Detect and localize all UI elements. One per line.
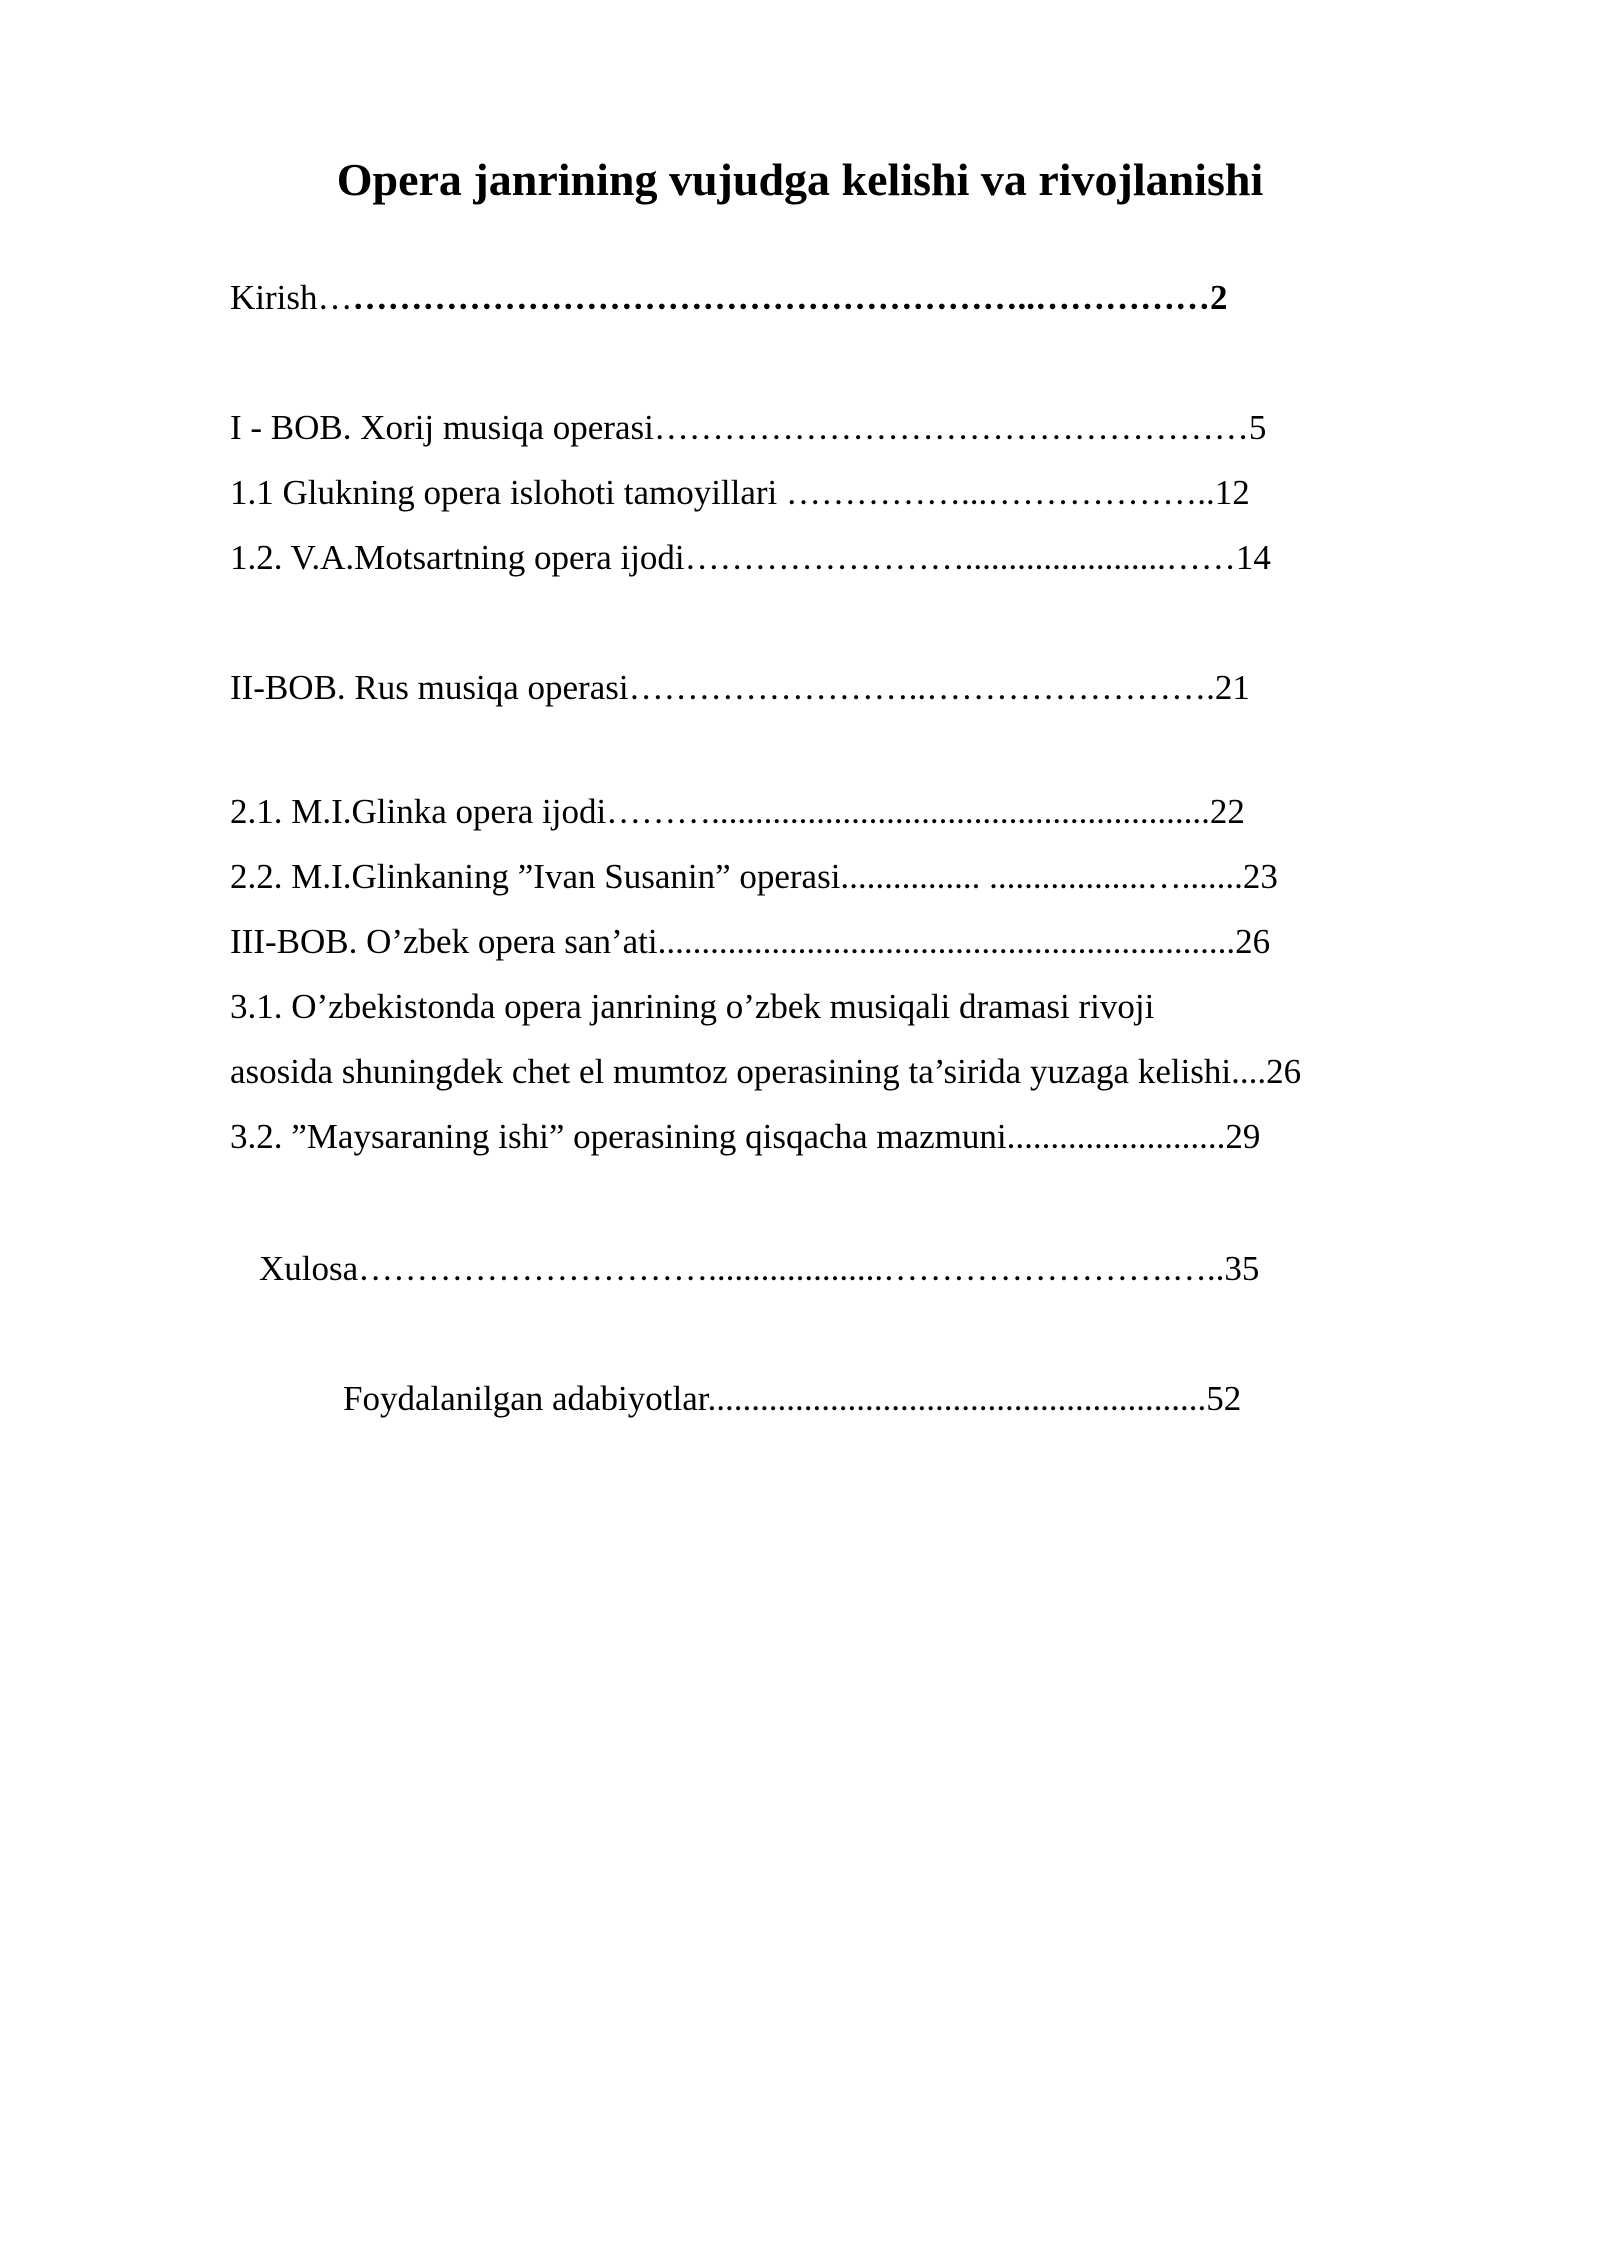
toc-entry-3-1-line-2: asosida shuningdek chet el mumtoz operasining ta’sirida yuzaga kelishi....26 [230,1052,1302,1091]
toc-entry-kirish [230,274,1228,322]
toc-entry-3-2: 3.2. ”Maysaraning ishi” operasining qisqacha mazmuni.........................29 [230,1117,1261,1156]
toc-entry-page: 2 [1210,278,1228,317]
toc-entry-bob-3: III-BOB. O’zbek opera san’ati..................................................................26 [230,922,1271,961]
toc-entry-leader: …………………………………………………..…………… [352,278,1210,317]
toc-entry-label: Kirish… [230,278,353,317]
toc-entry-1-1: 1.1 Glukning opera islohoti tamoyillari ……………...………………..12 [230,473,1250,512]
toc-entry-adabiyotlar: Foydalanilgan adabiyotlar.........................................................52 [343,1379,1242,1418]
toc-entry-bob-2: II-BOB. Rus musiqa operasi……………………..…………………….21 [230,668,1250,707]
toc-entry-3-1-line-1: 3.1. O’zbekistonda opera janrining o’zbek musiqali dramasi rivoji [230,987,1155,1026]
toc-entry-2-1: 2.1. M.I.Glinka opera ijodi……….........................................................22 [230,792,1245,831]
toc-entry-bob-1: I - BOB. Xorij musiqa operasi……………………………………………5 [230,408,1267,447]
document-title: Opera janrining vujudga kelishi va rivojlanishi [336,154,1264,205]
toc-entry-xulosa: Xulosa…………………………....................…………………….…..35 [259,1249,1260,1288]
toc-entry-2-2: 2.2. M.I.Glinkaning ”Ivan Susanin” operasi................ ..................….......23 [230,857,1278,896]
toc-entry-1-2: 1.2. V.A.Motsartning opera ijodi…………………….......................……14 [230,538,1271,577]
